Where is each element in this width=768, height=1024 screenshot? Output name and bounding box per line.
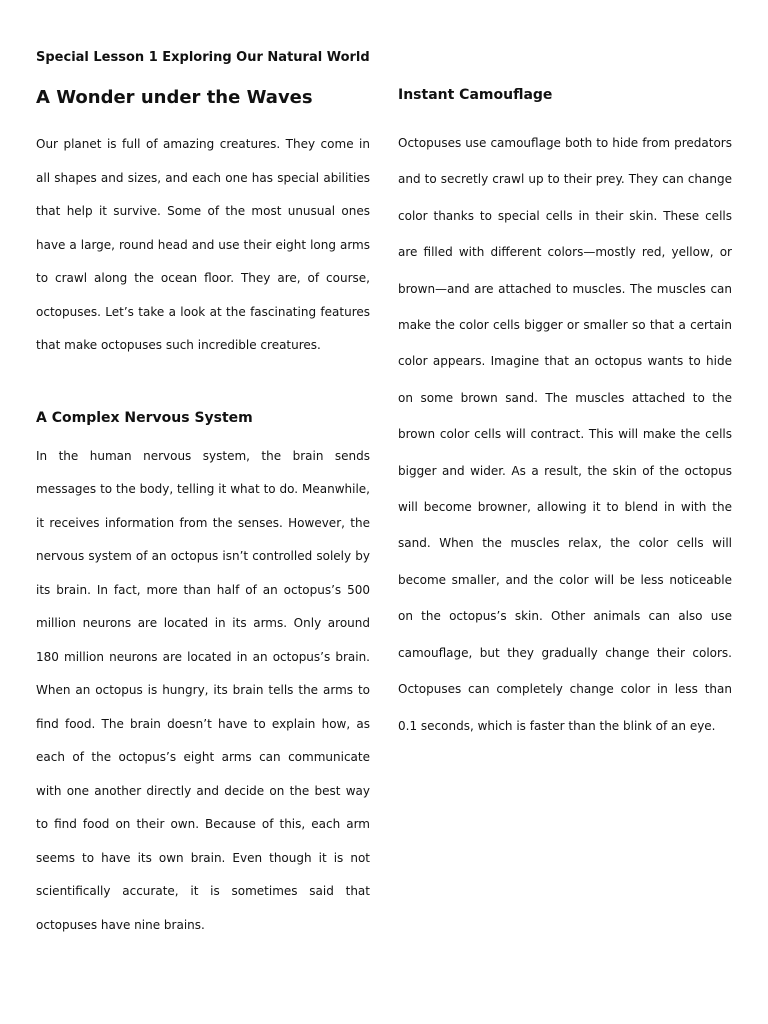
lesson-label: Special Lesson 1 Exploring Our Natural World xyxy=(36,50,370,65)
section-heading-camouflage: Instant Camouflage xyxy=(398,87,553,103)
right-column xyxy=(398,84,732,744)
page-title: A Wonder under the Waves xyxy=(36,87,313,108)
section-heading-nervous-system: A Complex Nervous System xyxy=(36,409,253,426)
section-body-camouflage: Octopuses use camouflage both to hide from predators and to secretly crawl up to their prey. They can change color thanks to special cells in their skin. These cells are filled with different colors—mostly red, yellow, or brown—and are attached to muscles. The muscles can make the color cells bigger or smaller so that a certain color appears. Imagine that an octopus wants to hide on some brown sand. The muscles attached to the brown color cells will contract. This will make the cells bigger and wider. As a result, the skin of the octopus will become browner, allowing it to blend in with the sand. When the muscles relax, the color cells will become smaller, and the color will be less noticeable on the octopus’s skin. Other animals can also use camouflage, but they gradually change their colors. Octopuses can completely change color in less than 0.1 seconds, which is faster than the blink of an eye. xyxy=(398,136,732,733)
left-column xyxy=(36,48,370,942)
intro-paragraph: Our planet is full of amazing creatures. They come in all shapes and sizes, and each one has special abilities that help it survive. Some of the most unusual ones have a large, round head and use their eight long arms to crawl along the ocean floor. They are, of course, octopuses. Let’s take a look at the fascinating features that make octopuses such incredible creatures. xyxy=(36,137,370,352)
section-body-nervous-system: In the human nervous system, the brain sends messages to the body, telling it what to do. Meanwhile, it receives information from the senses. However, the nervous system of an octopus isn’t controlled solely by its brain. In fact, more than half of an octopus’s 500 million neurons are located in its arms. Only around 180 million neurons are located in an octopus’s brain. When an octopus is hungry, its brain tells the arms to find food. The brain doesn’t have to explain how, as each of the octopus’s eight arms can communicate with one another directly and decide on the best way to find food on their own. Because of this, each arm seems to have its own brain. Even though it is not scientifically accurate, it is sometimes said that octopuses have nine brains. xyxy=(36,448,370,932)
